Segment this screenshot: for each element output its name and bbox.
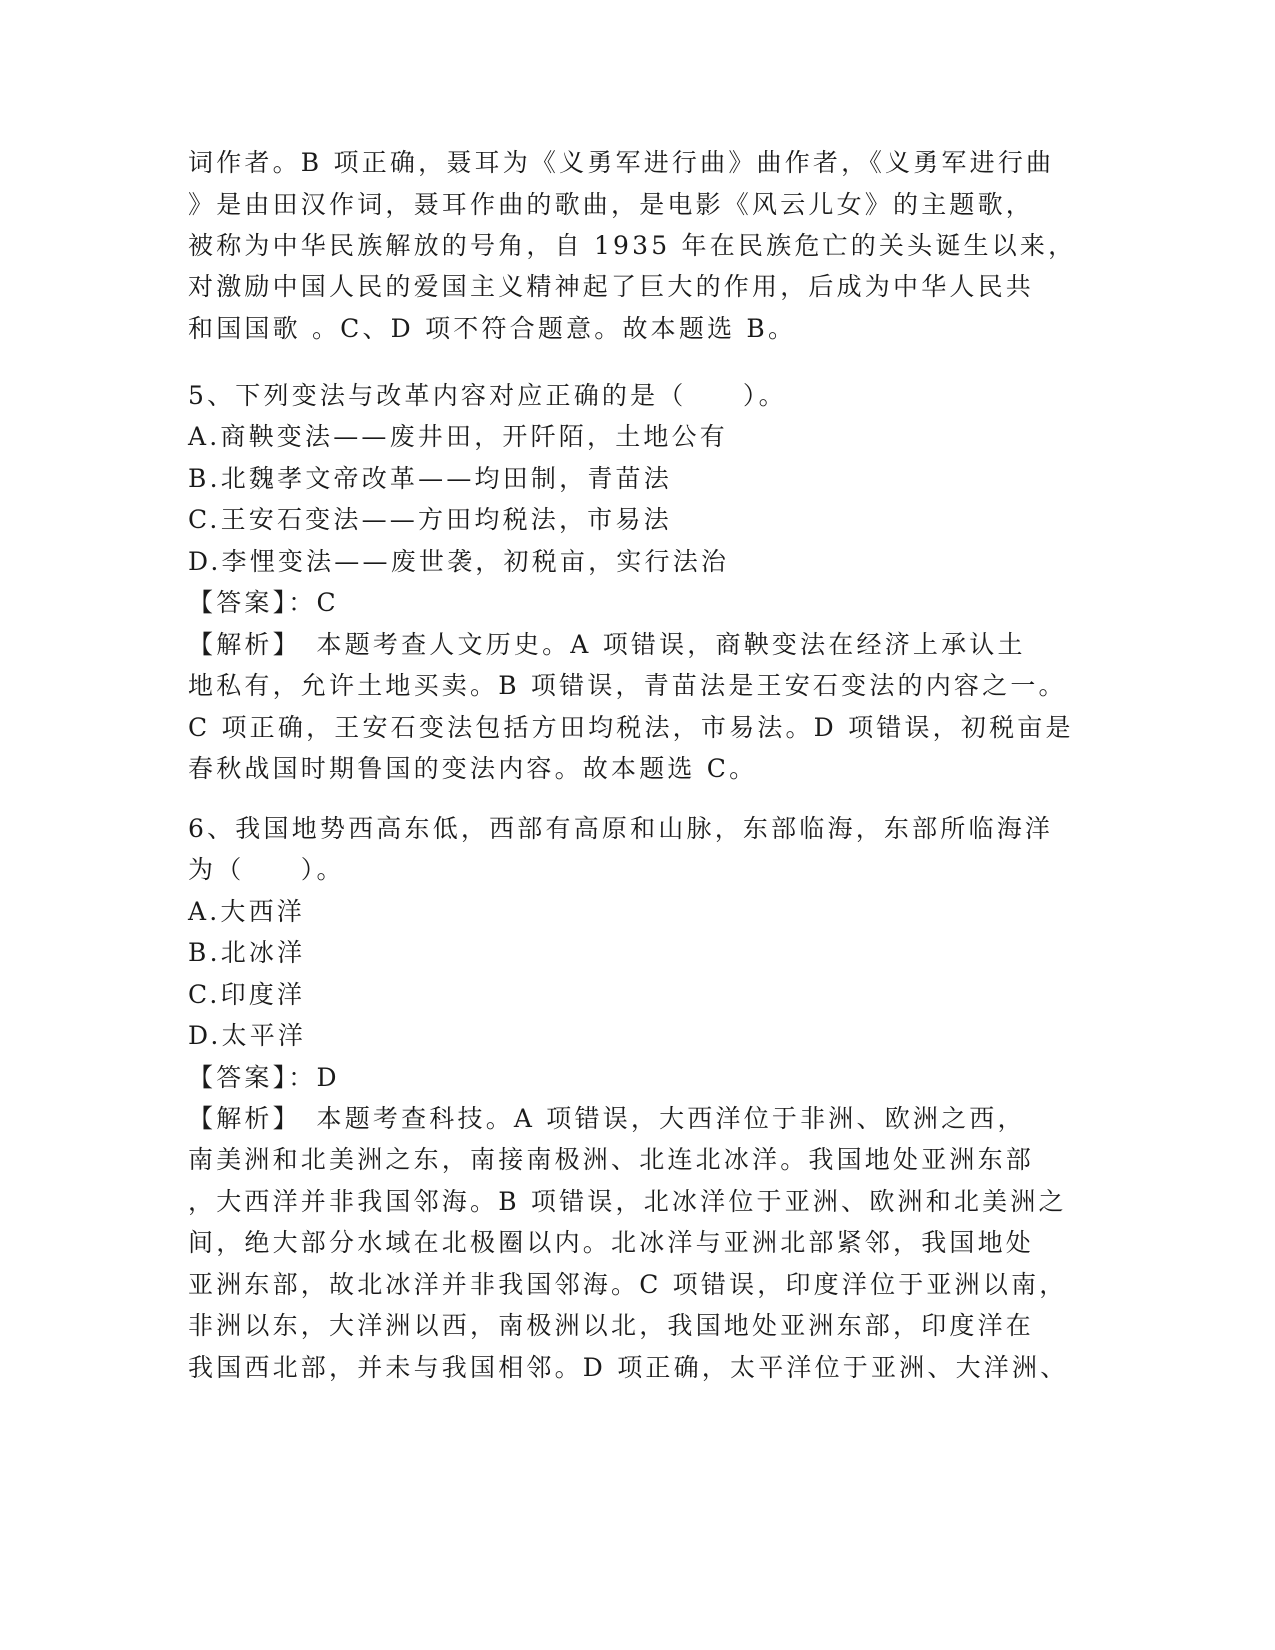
question-6-option-a: A.大西洋 [188,897,306,926]
question-5-text: 5、下列变法与改革内容对应正确的是（ ）。 [188,381,787,410]
prev-analysis-line: 对激励中国人民的爱国主义精神起了巨大的作用，后成为中华人民共 [188,272,1035,301]
question-5-option-c: C.王安石变法——方田均税法，市易法 [188,505,672,534]
question-6-option-c: C.印度洋 [188,980,306,1009]
question-5-option-d: D.李悝变法——废世袭，初税亩，实行法治 [188,547,730,576]
question-6-analysis-line: 亚洲东部，故北冰洋并非我国邻海。C 项错误，印度洋位于亚洲以南， [188,1270,1068,1299]
question-5-analysis-line: C 项正确，王安石变法包括方田均税法，市易法。D 项错误，初税亩是 [188,713,1074,742]
question-6-analysis-line: 【解析】 本题考查科技。A 项错误，大西洋位于非洲、欧洲之西， [188,1104,1026,1133]
question-6-analysis-line: ，大西洋并非我国邻海。B 项错误，北冰洋位于亚洲、欧洲和北美洲之 [188,1187,1067,1216]
question-5-option-b: B.北魏孝文帝改革——均田制，青苗法 [188,464,672,493]
prev-analysis-line: 词作者。B 项正确，聂耳为《义勇军进行曲》曲作者，《义勇军进行曲 [188,148,1055,177]
question-6-analysis-line: 非洲以东，大洋洲以西，南极洲以北，我国地处亚洲东部，印度洋在 [188,1311,1035,1340]
question-6-option-d: D.太平洋 [188,1021,307,1050]
question-6-option-b: B.北冰洋 [188,938,306,967]
question-6-analysis-line: 南美洲和北美洲之东，南接南极洲、北连北冰洋。我国地处亚洲东部 [188,1145,1035,1174]
question-5-analysis-line: 春秋战国时期鲁国的变法内容。故本题选 C。 [188,754,758,783]
question-5-analysis-line: 地私有，允许土地买卖。B 项错误，青苗法是王安石变法的内容之一。 [188,671,1067,700]
prev-analysis-line: 》是由田汉作词，聂耳作曲的歌曲，是电影《风云儿女》的主题歌， [188,190,1035,219]
question-6-answer: 【答案】：D [188,1063,340,1092]
question-5-analysis-line: 【解析】 本题考查人文历史。A 项错误，商鞅变法在经济上承认土 [188,630,1026,659]
question-6-analysis-line: 我国西北部，并未与我国相邻。D 项正确，太平洋位于亚洲、大洋洲、 [188,1353,1069,1382]
question-5-option-a: A.商鞅变法——废井田，开阡陌，土地公有 [188,422,729,451]
question-6-analysis-line: 间，绝大部分水域在北极圈以内。北冰洋与亚洲北部紧邻，我国地处 [188,1228,1035,1257]
question-6-text: 为（ ）。 [188,855,345,884]
prev-analysis-line: 被称为中华民族解放的号角，自 1935 年在民族危亡的关头诞生以来， [188,231,1077,260]
question-6-text: 6、我国地势西高东低，西部有高原和山脉，东部临海，东部所临海洋 [188,814,1054,843]
prev-analysis-line: 和国国歌 。C、D 项不符合题意。故本题选 B。 [188,314,797,343]
question-5-answer: 【答案】：C [188,588,339,617]
